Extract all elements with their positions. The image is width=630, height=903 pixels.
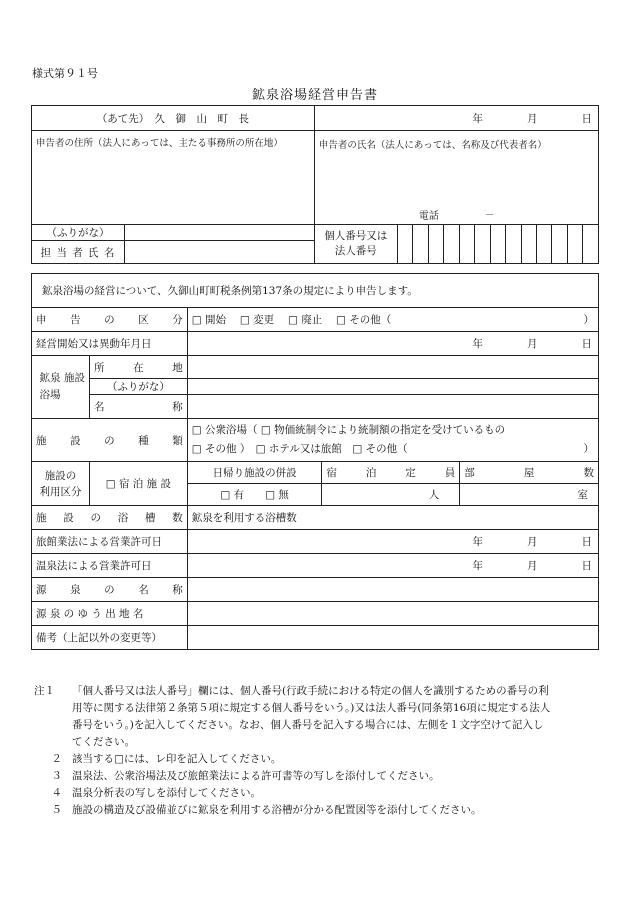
start-date-year: 年 <box>472 338 483 350</box>
source-name-label: 源 泉 の 名 称 <box>32 578 188 602</box>
applicant-name-field[interactable] <box>314 131 598 225</box>
facility-type-line1[interactable]: □ 公衆浴場（ □ 物価統制令により統制額の指定を受けているもの <box>191 424 506 436</box>
onsen-permit-label: 温泉法による営業許可日 <box>32 554 188 578</box>
source-name-input[interactable] <box>187 578 598 602</box>
date-month-label: 月 <box>527 112 538 125</box>
addressee: （あて先） 久 御 山 町 長 <box>32 106 315 131</box>
date-year-label: 年 <box>472 112 483 125</box>
facility-type-label: 施 設 の 種 類 <box>32 419 188 462</box>
capacity-unit: 人 <box>428 489 440 501</box>
usage-label <box>32 462 90 506</box>
note-1-line1: 「個人番号又は法人番号」欄には、個人番号(行政手続における特定の個人を識別するための番号の利 <box>72 685 549 697</box>
bath-count-field[interactable]: 鉱泉を利用する浴槽数 <box>187 506 598 530</box>
lodging-checkbox[interactable]: □ 宿 泊 施 設 <box>89 462 187 506</box>
start-date-label: 経営開始又は異動年月日 <box>32 332 188 356</box>
category-options[interactable] <box>187 308 598 332</box>
capacity-label: 宿 泊 定 員 <box>322 462 460 484</box>
day-trip-options[interactable]: □ 有 □ 無 <box>187 484 322 506</box>
note-3-number: ３ <box>51 770 62 782</box>
category-checkboxes[interactable]: □ 開始 □ 変更 □ 廃止 □ その他（ <box>191 314 392 326</box>
note-4: 温泉分析表の写しを添付してください。 <box>72 787 261 799</box>
location-input[interactable] <box>187 356 598 379</box>
note-2: 該当する□には、レ印を記入してください。 <box>72 753 282 765</box>
rooms-input[interactable] <box>460 484 599 506</box>
onsen-permit-day: 日 <box>581 560 592 572</box>
facility-label: 鉱泉浴場 施 設 <box>32 356 90 419</box>
start-date-field[interactable] <box>187 332 598 356</box>
id-number-label <box>314 225 397 264</box>
contact-name-label: 担 当 者 氏 名 <box>32 241 125 264</box>
onsen-permit-year: 年 <box>472 560 483 572</box>
facility-name-label: 名 称 <box>89 395 187 419</box>
source-place-label: 源 泉 の ゆ う 出 地 名 <box>32 602 188 626</box>
day-trip-label: 日帰り施設の併設 <box>187 462 322 484</box>
inn-permit-date[interactable] <box>187 530 598 554</box>
source-place-input[interactable] <box>187 602 598 626</box>
declaration-text: 鉱泉浴場の経営について、久御山町町税条例第137条の規定により申告します。 <box>32 274 599 308</box>
facility-type-options[interactable] <box>187 419 598 462</box>
facility-furigana-label: （ふりがな） <box>89 379 187 395</box>
date-day-label: 日 <box>581 112 592 125</box>
usage-label-line1: 施設の <box>44 469 77 482</box>
remarks-input[interactable] <box>187 626 598 650</box>
facility-name-input[interactable] <box>187 395 598 419</box>
onsen-permit-date[interactable] <box>187 554 598 578</box>
note-4-number: ４ <box>51 787 62 799</box>
location-label: 所 在 地 <box>89 356 187 379</box>
contact-name-input[interactable] <box>124 241 314 264</box>
phone-dash: － <box>484 210 495 221</box>
applicant-table <box>31 105 599 264</box>
note-5: 施設の構造及び設備並びに鉱泉を利用する浴槽が分かる配置図等を添付してください。 <box>72 804 482 816</box>
id-number-label-line2: 法人番号 <box>334 245 377 257</box>
contact-furigana-label: （ふりがな） <box>32 225 125 241</box>
applicant-address-field[interactable] <box>32 131 315 225</box>
facility-furigana-input[interactable] <box>187 379 598 395</box>
page-title: 鉱泉浴場経営申告書 <box>251 88 378 103</box>
declaration-table <box>31 273 599 650</box>
phone-label: 電話 <box>418 211 439 222</box>
bath-count-label: 施 設 の 浴 槽 数 <box>32 506 188 530</box>
note-2-number: ２ <box>51 753 62 765</box>
inn-permit-year: 年 <box>472 536 483 548</box>
category-close-paren: ） <box>583 314 594 326</box>
usage-label-line2: 利用区分 <box>39 485 82 498</box>
notes <box>34 683 604 819</box>
applicant-name-label: 申告者の氏名（法人にあっては、名称及び代表者名） <box>318 140 547 151</box>
inn-permit-day: 日 <box>581 536 592 548</box>
note-1-line4: てください。 <box>72 736 135 748</box>
facility-type-close-paren: ） <box>583 443 594 455</box>
id-number-cells[interactable] <box>397 225 598 264</box>
start-date-day: 日 <box>581 338 592 350</box>
category-label: 申 告 の 区 分 <box>32 308 188 332</box>
capacity-input[interactable] <box>322 484 460 506</box>
note-3: 温泉法、公衆浴場法及び旅館業法による許可書等の写しを添付してください。 <box>72 770 440 782</box>
facility-type-line2[interactable]: □ その他 ） □ ホテル又は旅館 □ その他（ <box>191 443 408 455</box>
note-1-number: 注１ <box>34 685 55 697</box>
start-date-month: 月 <box>527 338 538 350</box>
note-1-line3: 番号をいう。)を記入してください。なお、個人番号を記入する場合には、左側を１文字空けて記入し <box>72 719 544 731</box>
id-number-label-line1: 個人番号又は <box>324 230 388 242</box>
form-number: 様式第９１号 <box>32 67 98 80</box>
remarks-label: 備考（上記以外の変更等） <box>32 626 188 650</box>
date-field[interactable] <box>314 106 598 131</box>
inn-permit-month: 月 <box>527 536 538 548</box>
note-1-line2: 用等に関する法律第２条第５項に規定する個人番号をいう。)又は法人番号(同条第16項に規定する法人 <box>72 702 551 714</box>
inn-permit-label: 旅館業法による営業許可日 <box>32 530 188 554</box>
onsen-permit-month: 月 <box>527 560 538 572</box>
rooms-label: 部 屋 数 <box>460 462 599 484</box>
rooms-unit: 室 <box>577 489 588 501</box>
note-5-number: ５ <box>51 804 62 816</box>
applicant-address-label: 申告者の住所（法人にあっては、主たる事務所の所在地） <box>36 138 283 149</box>
contact-furigana-input[interactable] <box>124 225 314 241</box>
